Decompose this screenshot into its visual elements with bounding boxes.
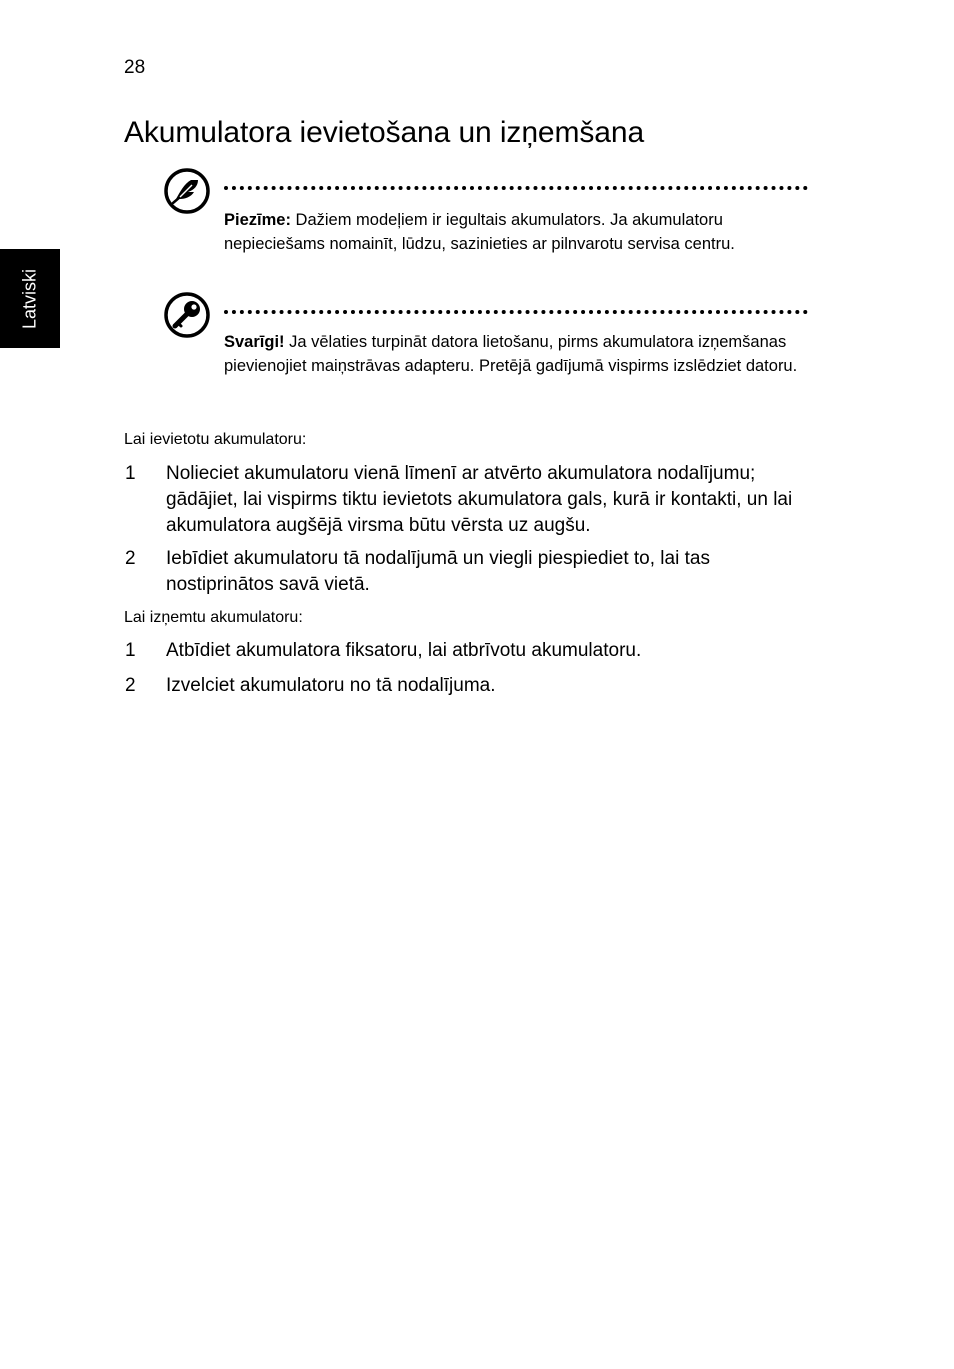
important-key-icon [164, 292, 210, 338]
step-text: Iebīdiet akumulatoru tā nodalījumā un viegli piespiediet to, lai tas nostiprinātos savā vietā. [166, 548, 710, 595]
important-body: Ja vēlaties turpināt datora lietošanu, pirms akumulatora izņemšanas pievienojiet maiņstrāvas adapteru. Pretējā gadījumā vispirms izslēdziet datoru. [224, 333, 798, 375]
side-tab-label: Latviski [19, 268, 40, 329]
page-title: Akumulatora ievietošana un izņemšana [124, 116, 645, 149]
step-number: 1 [125, 640, 136, 661]
language-side-tab [0, 249, 60, 348]
important-label: Svarīgi! [224, 333, 285, 351]
insert-intro: Lai ievietotu akumulatoru: [124, 431, 307, 448]
list-item [124, 546, 814, 600]
list-item [124, 638, 814, 666]
important-callout [164, 292, 814, 407]
step-text: Nolieciet akumulatoru vienā līmenī ar atvērto akumulatora nodalījumu; gādājiet, lai vispirms tiktu ievietots akumulatora gals, kurā ir kontakti, un lai akumulatora augšējā virsma būtu vērsta uz augšu. [166, 463, 793, 536]
important-divider [224, 310, 808, 314]
note-pen-icon [164, 168, 210, 214]
step-text: Atbīdiet akumulatora fiksatoru, lai atbrīvotu akumulatoru. [166, 640, 642, 661]
list-item [124, 673, 814, 701]
important-text [224, 331, 814, 378]
remove-intro: Lai izņemtu akumulatoru: [124, 609, 303, 626]
note-label: Piezīme: [224, 211, 291, 229]
note-callout [164, 168, 814, 268]
step-number: 2 [125, 548, 136, 569]
page-number: 28 [124, 57, 146, 78]
note-body: Dažiem modeļiem ir iegultais akumulators. Ja akumulatoru nepieciešams nomainīt, lūdzu, sazinieties ar pilnvarotu servisa centru. [224, 211, 735, 253]
note-divider [224, 186, 808, 190]
step-number: 2 [125, 675, 136, 696]
note-text [224, 209, 814, 256]
step-text: Izvelciet akumulatoru no tā nodalījuma. [166, 675, 496, 696]
list-item [124, 461, 814, 541]
step-number: 1 [125, 463, 136, 484]
